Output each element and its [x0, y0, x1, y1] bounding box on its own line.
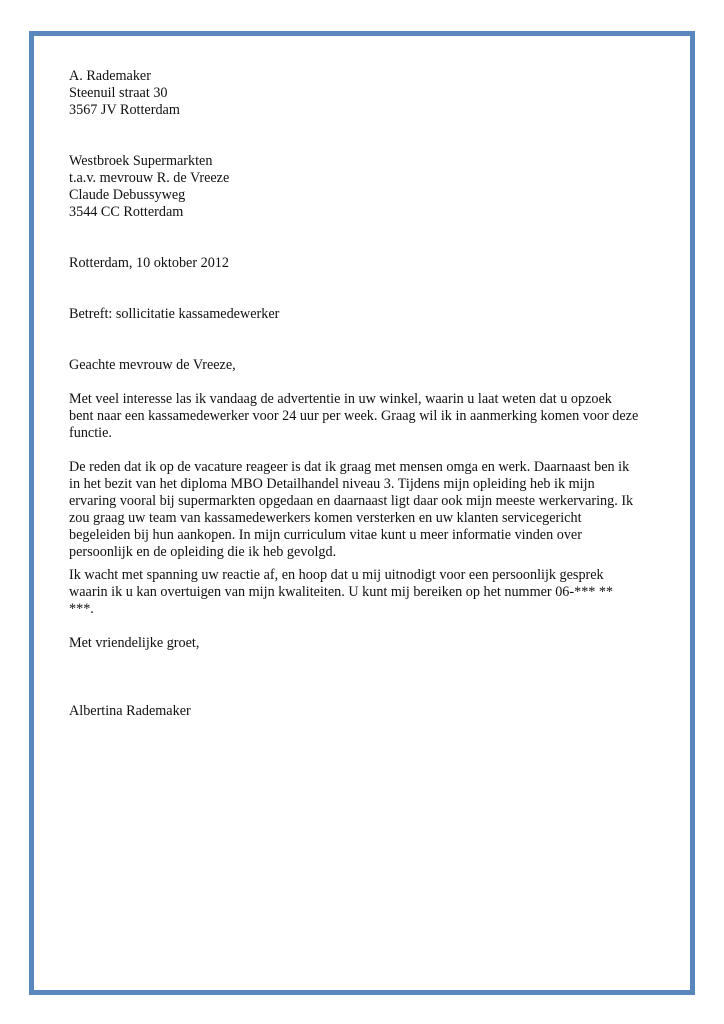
- recipient-company: Westbroek Supermarkten: [69, 153, 213, 169]
- letter-closing: [69, 635, 669, 652]
- recipient-city: 3544 CC Rotterdam: [69, 204, 184, 220]
- paragraph-line: persoonlijk en de opleiding die ik heb gevolgd.: [69, 544, 337, 560]
- signature-name: Albertina Rademaker: [69, 703, 191, 719]
- recipient-street: Claude Debussyweg: [69, 187, 186, 203]
- paragraph-line: bent naar een kassamedewerker voor 24 uur per week. Graag wil ik in aanmerking komen voor deze: [69, 408, 639, 424]
- sender-address: [69, 68, 669, 119]
- paragraph-line: Met veel interesse las ik vandaag de advertentie in uw winkel, waarin u laat weten dat u opzoek: [69, 391, 612, 407]
- letter-date: [69, 255, 669, 272]
- letter-subject: [69, 306, 669, 323]
- paragraph-line: De reden dat ik op de vacature reageer is dat ik graag met mensen omga en werk. Daarnaast ben ik: [69, 459, 630, 475]
- paragraph-line: Ik wacht met spanning uw reactie af, en hoop dat u mij uitnodigt voor een persoonlijk gesprek: [69, 567, 604, 583]
- paragraph-line: begeleiden bij hun aankopen. In mijn curriculum vitae kunt u meer informatie vinden over: [69, 527, 582, 543]
- paragraph-intro: [69, 391, 669, 442]
- paragraph-line: ***.: [69, 601, 94, 617]
- paragraph-motivation: [69, 459, 669, 561]
- letter-signature: [69, 703, 669, 720]
- paragraph-line: ervaring vooral bij supermarkten opgedaan en daarnaast ligt daar ook mijn meeste werkervaring. Ik: [69, 493, 634, 509]
- subject-text: Betreft: sollicitatie kassamedewerker: [69, 306, 280, 322]
- letter-salutation: [69, 357, 669, 374]
- sender-name: A. Rademaker: [69, 68, 151, 84]
- paragraph-line: zou graag uw team van kassamedewerkers komen versterken en uw klanten servicegericht: [69, 510, 582, 526]
- sender-city: 3567 JV Rotterdam: [69, 102, 180, 118]
- recipient-attention: t.a.v. mevrouw R. de Vreeze: [69, 170, 230, 186]
- date-text: Rotterdam, 10 oktober 2012: [69, 255, 229, 271]
- recipient-address: [69, 153, 669, 221]
- paragraph-line: in het bezit van het diploma MBO Detailhandel niveau 3. Tijdens mijn opleiding heb ik mijn: [69, 476, 595, 492]
- salutation-text: Geachte mevrouw de Vreeze,: [69, 357, 236, 373]
- paragraph-line: functie.: [69, 425, 112, 441]
- letter-body: [69, 68, 669, 720]
- sender-street: Steenuil straat 30: [69, 85, 168, 101]
- paragraph-contact: [69, 567, 669, 618]
- closing-text: Met vriendelijke groet,: [69, 635, 200, 651]
- paragraph-line: waarin ik u kan overtuigen van mijn kwaliteiten. U kunt mij bereiken op het nummer 06-*** **: [69, 584, 614, 600]
